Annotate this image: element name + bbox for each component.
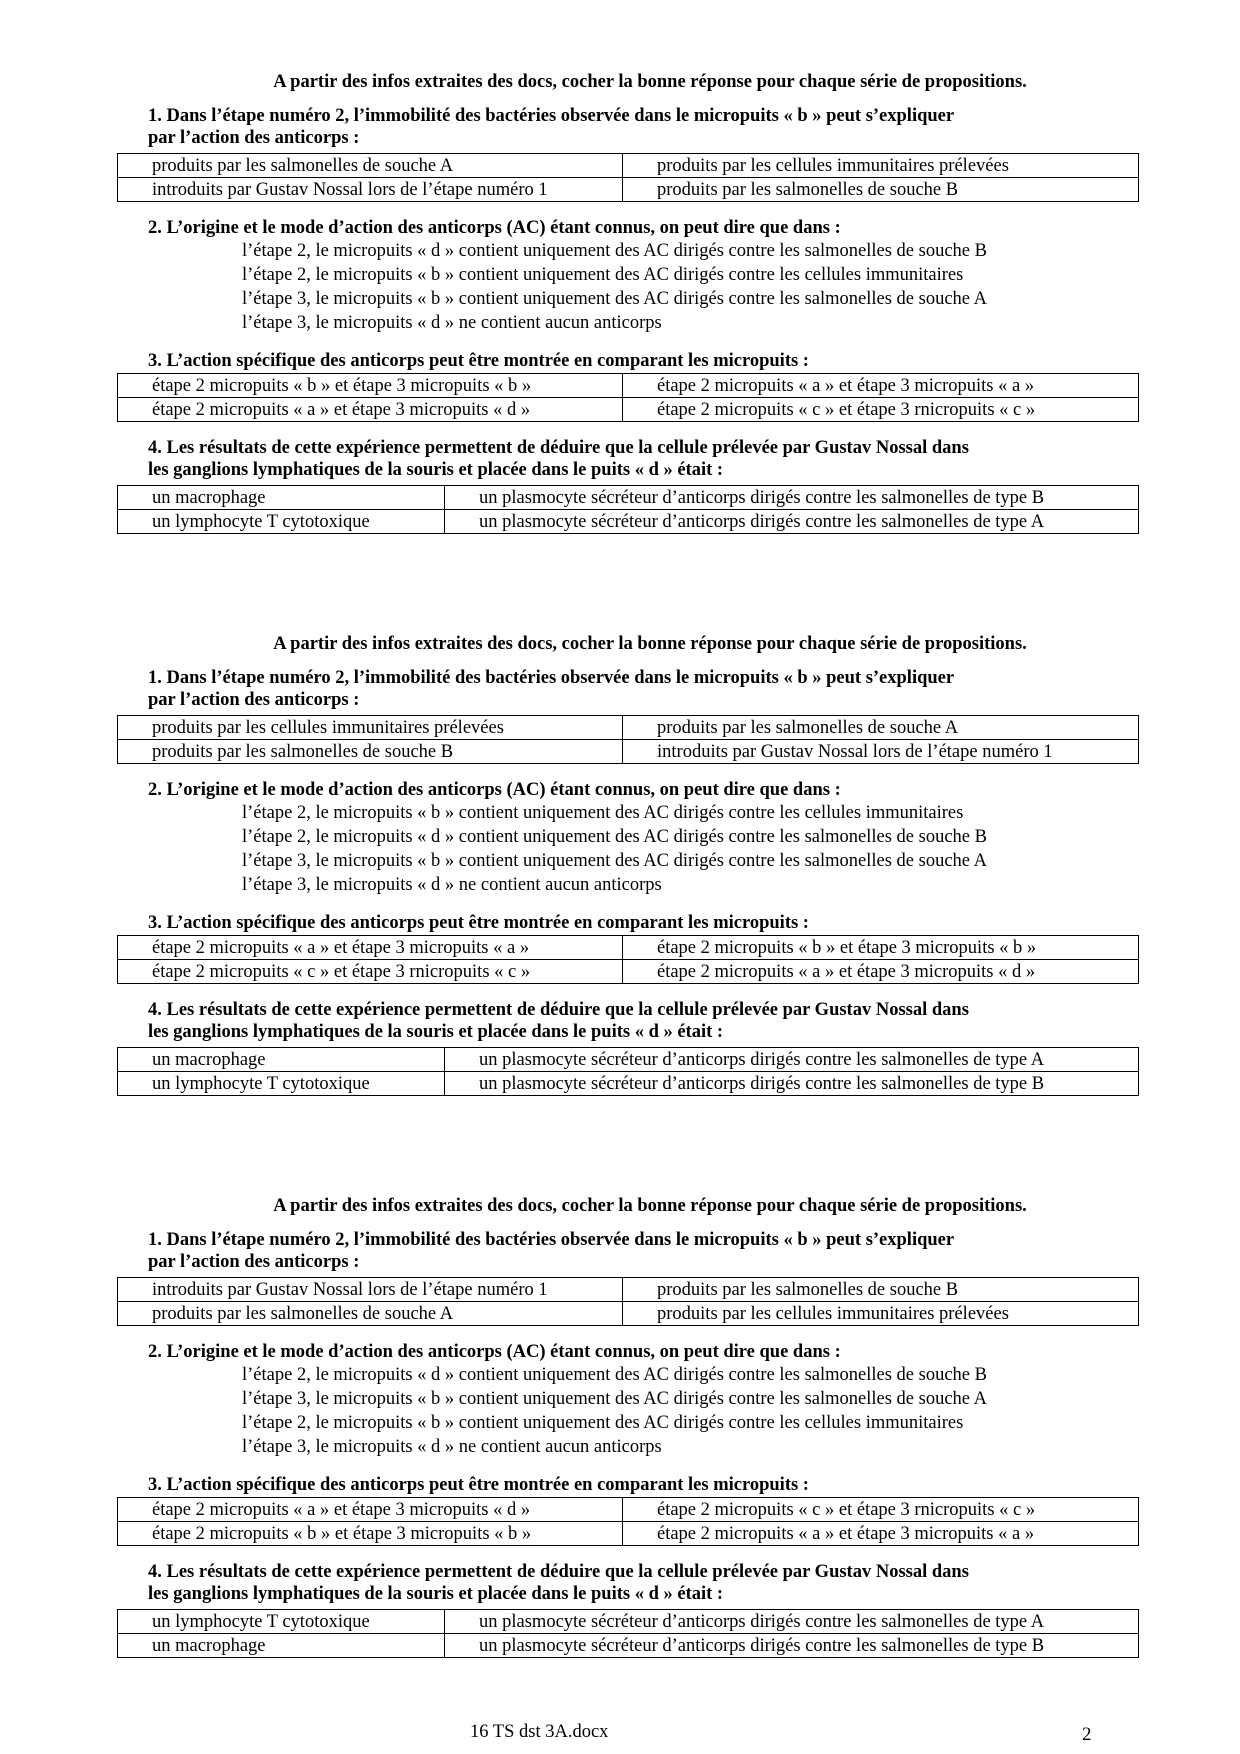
question-1-title-line-2: par l’action des anticorps : bbox=[148, 1252, 360, 1272]
answer-option[interactable]: produits par les salmonelles de souche A bbox=[118, 1302, 623, 1326]
footer-page-number: 2 bbox=[1082, 1724, 1092, 1745]
answer-option[interactable]: étape 2 micropuits « c » et étape 3 rnicropuits « c » bbox=[623, 1498, 1139, 1522]
answer-option[interactable]: introduits par Gustav Nossal lors de l’étape numéro 1 bbox=[118, 1278, 623, 1302]
proposition-item[interactable]: l’étape 2, le micropuits « b » contient uniquement des AC dirigés contre les cellules immunitaires bbox=[242, 1413, 964, 1433]
table-row bbox=[118, 740, 1139, 764]
question-4-title-line-1: 4. Les résultats de cette expérience permettent de déduire que la cellule prélevée par Gustav Nossal dans bbox=[148, 1562, 969, 1582]
answer-option[interactable]: produits par les cellules immunitaires prélevées bbox=[623, 154, 1139, 178]
answer-option[interactable]: un plasmocyte sécréteur d’anticorps dirigés contre les salmonelles de type A bbox=[445, 1048, 1139, 1072]
table-row bbox=[118, 716, 1139, 740]
table-row bbox=[118, 398, 1139, 422]
answer-option[interactable]: produits par les cellules immunitaires prélevées bbox=[118, 716, 623, 740]
instructions-text: A partir des infos extraites des docs, cocher la bonne réponse pour chaque série de propositions. bbox=[273, 72, 1027, 92]
question-3-options bbox=[117, 373, 1139, 422]
question-4-options bbox=[117, 1047, 1139, 1096]
instructions bbox=[0, 72, 1240, 93]
question-3-options bbox=[117, 1497, 1139, 1546]
question-4-options bbox=[117, 485, 1139, 534]
answer-option[interactable]: étape 2 micropuits « a » et étape 3 micropuits « d » bbox=[623, 960, 1139, 984]
answer-option[interactable]: un plasmocyte sécréteur d’anticorps dirigés contre les salmonelles de type A bbox=[445, 1610, 1139, 1634]
answer-option[interactable]: introduits par Gustav Nossal lors de l’étape numéro 1 bbox=[623, 740, 1139, 764]
question-1-options bbox=[117, 153, 1139, 202]
instructions bbox=[0, 634, 1240, 655]
question-2-propositions bbox=[242, 1363, 1142, 1459]
answer-option[interactable]: introduits par Gustav Nossal lors de l’étape numéro 1 bbox=[118, 178, 623, 202]
question-4-title bbox=[148, 437, 1138, 481]
proposition-item[interactable]: l’étape 2, le micropuits « b » contient uniquement des AC dirigés contre les cellules immunitaires bbox=[242, 803, 964, 823]
question-2-title bbox=[148, 1341, 1138, 1363]
table-row bbox=[118, 960, 1139, 984]
answer-option[interactable]: étape 2 micropuits « a » et étape 3 micropuits « a » bbox=[623, 1522, 1139, 1546]
table-row bbox=[118, 374, 1139, 398]
proposition-item[interactable]: l’étape 2, le micropuits « b » contient uniquement des AC dirigés contre les cellules immunitaires bbox=[242, 265, 964, 285]
answer-option[interactable]: un lymphocyte T cytotoxique bbox=[118, 1072, 445, 1096]
question-1-title-line-2: par l’action des anticorps : bbox=[148, 690, 360, 710]
instructions bbox=[0, 1196, 1240, 1217]
answer-option[interactable]: étape 2 micropuits « a » et étape 3 micropuits « d » bbox=[118, 1498, 623, 1522]
proposition-item[interactable]: l’étape 3, le micropuits « d » ne contient aucun anticorps bbox=[242, 875, 662, 895]
question-4-title-line-1: 4. Les résultats de cette expérience permettent de déduire que la cellule prélevée par Gustav Nossal dans bbox=[148, 438, 969, 458]
table-row bbox=[118, 178, 1139, 202]
answer-option[interactable]: un macrophage bbox=[118, 1634, 445, 1658]
question-1-title-line-1: 1. Dans l’étape numéro 2, l’immobilité des bactéries observée dans le micropuits « b » peut s’expliquer bbox=[148, 668, 955, 688]
question-3-title-line-1: 3. L’action spécifique des anticorps peut être montrée en comparant les micropuits : bbox=[148, 351, 809, 371]
question-3-options bbox=[117, 935, 1139, 984]
answer-option[interactable]: produits par les salmonelles de souche A bbox=[118, 154, 623, 178]
answer-option[interactable]: étape 2 micropuits « b » et étape 3 micropuits « b » bbox=[118, 1522, 623, 1546]
instructions-text: A partir des infos extraites des docs, cocher la bonne réponse pour chaque série de propositions. bbox=[273, 634, 1027, 654]
question-1-title bbox=[148, 667, 1138, 711]
table-row bbox=[118, 1072, 1139, 1096]
answer-option[interactable]: un plasmocyte sécréteur d’anticorps dirigés contre les salmonelles de type B bbox=[445, 1072, 1139, 1096]
answer-option[interactable]: produits par les salmonelles de souche B bbox=[118, 740, 623, 764]
proposition-item[interactable]: l’étape 3, le micropuits « b » contient uniquement des AC dirigés contre les salmonelles de souche A bbox=[242, 851, 987, 871]
footer-filename: 16 TS dst 3A.docx bbox=[470, 1722, 609, 1742]
question-1-title bbox=[148, 1229, 1138, 1273]
proposition-item[interactable]: l’étape 3, le micropuits « d » ne contient aucun anticorps bbox=[242, 1437, 662, 1457]
answer-option[interactable]: un plasmocyte sécréteur d’anticorps dirigés contre les salmonelles de type B bbox=[445, 1634, 1139, 1658]
proposition-item[interactable]: l’étape 3, le micropuits « d » ne contient aucun anticorps bbox=[242, 313, 662, 333]
table-row bbox=[118, 1302, 1139, 1326]
table-row bbox=[118, 1498, 1139, 1522]
proposition-item[interactable]: l’étape 2, le micropuits « d » contient uniquement des AC dirigés contre les salmonelles de souche B bbox=[242, 241, 987, 261]
proposition-item[interactable]: l’étape 3, le micropuits « b » contient uniquement des AC dirigés contre les salmonelles de souche A bbox=[242, 1389, 987, 1409]
table-row bbox=[118, 1610, 1139, 1634]
table-row bbox=[118, 1048, 1139, 1072]
table-row bbox=[118, 1522, 1139, 1546]
table-row bbox=[118, 936, 1139, 960]
answer-option[interactable]: étape 2 micropuits « b » et étape 3 micropuits « b » bbox=[118, 374, 623, 398]
answer-option[interactable]: étape 2 micropuits « c » et étape 3 rnicropuits « c » bbox=[623, 398, 1139, 422]
question-1-title-line-1: 1. Dans l’étape numéro 2, l’immobilité des bactéries observée dans le micropuits « b » peut s’expliquer bbox=[148, 1230, 955, 1250]
question-4-title-line-1: 4. Les résultats de cette expérience permettent de déduire que la cellule prélevée par Gustav Nossal dans bbox=[148, 1000, 969, 1020]
answer-option[interactable]: produits par les salmonelles de souche B bbox=[623, 1278, 1139, 1302]
question-3-title-line-1: 3. L’action spécifique des anticorps peut être montrée en comparant les micropuits : bbox=[148, 1475, 809, 1495]
answer-option[interactable]: produits par les salmonelles de souche B bbox=[623, 178, 1139, 202]
answer-option[interactable]: étape 2 micropuits « a » et étape 3 micropuits « d » bbox=[118, 398, 623, 422]
question-1-options bbox=[117, 715, 1139, 764]
question-1-title bbox=[148, 105, 1138, 149]
question-3-title-line-1: 3. L’action spécifique des anticorps peut être montrée en comparant les micropuits : bbox=[148, 913, 809, 933]
answer-option[interactable]: étape 2 micropuits « c » et étape 3 rnicropuits « c » bbox=[118, 960, 623, 984]
answer-option[interactable]: un macrophage bbox=[118, 1048, 445, 1072]
answer-option[interactable]: un plasmocyte sécréteur d’anticorps dirigés contre les salmonelles de type A bbox=[445, 510, 1139, 534]
question-4-options bbox=[117, 1609, 1139, 1658]
table-row bbox=[118, 154, 1139, 178]
table-row bbox=[118, 486, 1139, 510]
table-row bbox=[118, 510, 1139, 534]
answer-option[interactable]: un macrophage bbox=[118, 486, 445, 510]
table-row bbox=[118, 1278, 1139, 1302]
question-2-propositions bbox=[242, 801, 1142, 897]
answer-option[interactable]: un lymphocyte T cytotoxique bbox=[118, 1610, 445, 1634]
question-4-title-line-2: les ganglions lymphatiques de la souris et placée dans le puits « d » était : bbox=[148, 460, 724, 480]
answer-option[interactable]: étape 2 micropuits « a » et étape 3 micropuits « a » bbox=[118, 936, 623, 960]
answer-option[interactable]: produits par les salmonelles de souche A bbox=[623, 716, 1139, 740]
proposition-item[interactable]: l’étape 2, le micropuits « d » contient uniquement des AC dirigés contre les salmonelles de souche B bbox=[242, 827, 987, 847]
question-4-title-line-2: les ganglions lymphatiques de la souris et placée dans le puits « d » était : bbox=[148, 1022, 724, 1042]
answer-option[interactable]: un plasmocyte sécréteur d’anticorps dirigés contre les salmonelles de type B bbox=[445, 486, 1139, 510]
answer-option[interactable]: un lymphocyte T cytotoxique bbox=[118, 510, 445, 534]
question-4-title-line-2: les ganglions lymphatiques de la souris et placée dans le puits « d » était : bbox=[148, 1584, 724, 1604]
question-1-title-line-2: par l’action des anticorps : bbox=[148, 128, 360, 148]
question-2-title-line-1: 2. L’origine et le mode d’action des anticorps (AC) étant connus, on peut dire que dans : bbox=[148, 780, 841, 800]
question-2-title-line-1: 2. L’origine et le mode d’action des anticorps (AC) étant connus, on peut dire que dans : bbox=[148, 218, 841, 238]
proposition-item[interactable]: l’étape 2, le micropuits « d » contient uniquement des AC dirigés contre les salmonelles de souche B bbox=[242, 1365, 987, 1385]
question-2-title-line-1: 2. L’origine et le mode d’action des anticorps (AC) étant connus, on peut dire que dans : bbox=[148, 1342, 841, 1362]
question-1-options bbox=[117, 1277, 1139, 1326]
proposition-item[interactable]: l’étape 3, le micropuits « b » contient uniquement des AC dirigés contre les salmonelles de souche A bbox=[242, 289, 987, 309]
question-4-title bbox=[148, 999, 1138, 1043]
question-3-title bbox=[148, 912, 1138, 934]
question-3-title bbox=[148, 350, 1138, 372]
question-2-title bbox=[148, 217, 1138, 239]
question-4-title bbox=[148, 1561, 1138, 1605]
question-1-title-line-1: 1. Dans l’étape numéro 2, l’immobilité des bactéries observée dans le micropuits « b » peut s’expliquer bbox=[148, 106, 955, 126]
table-row bbox=[118, 1634, 1139, 1658]
question-3-title bbox=[148, 1474, 1138, 1496]
answer-option[interactable]: étape 2 micropuits « b » et étape 3 micropuits « b » bbox=[623, 936, 1139, 960]
question-2-propositions bbox=[242, 239, 1142, 335]
instructions-text: A partir des infos extraites des docs, cocher la bonne réponse pour chaque série de propositions. bbox=[273, 1196, 1027, 1216]
answer-option[interactable]: étape 2 micropuits « a » et étape 3 micropuits « a » bbox=[623, 374, 1139, 398]
answer-option[interactable]: produits par les cellules immunitaires prélevées bbox=[623, 1302, 1139, 1326]
question-2-title bbox=[148, 779, 1138, 801]
